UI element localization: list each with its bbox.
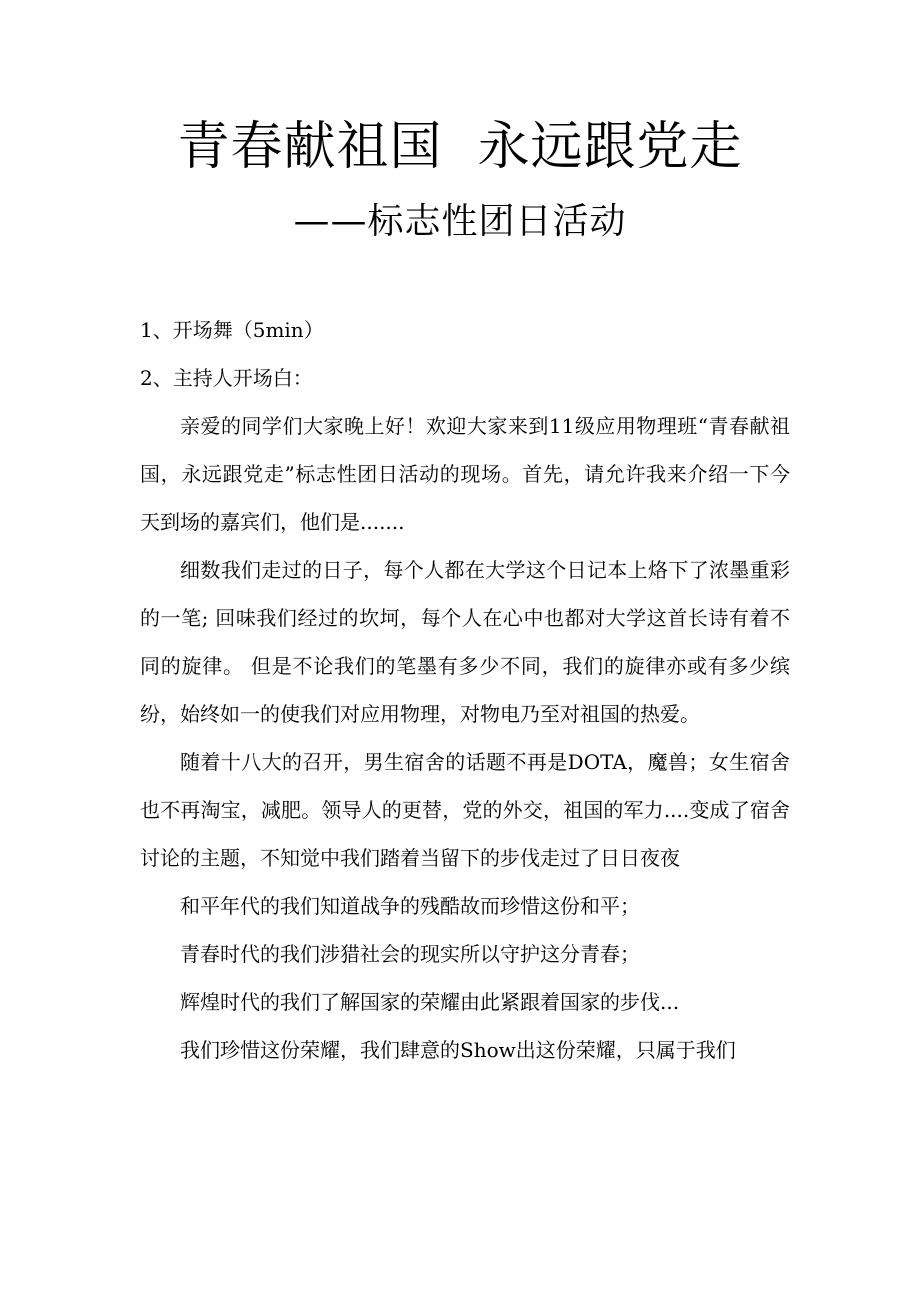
paragraph-peace: 和平年代的我们知道战争的残酷故而珍惜这份和平； [180, 894, 640, 918]
paragraph-congress: 随着十八大的召开，男生宿舍的话题不再是DOTA，魔兽；女生宿舍也不再淘宝，减肥。领导人的更替，党的外交，祖国的军力....变成了宿舍讨论的主题，不知觉中我们踏着当留下的步伐走过了日日夜夜 [140, 750, 790, 870]
paragraph-youth: 青春时代的我们涉猎社会的现实所以守护这分青春； [180, 942, 640, 966]
paragraph-welcome: 亲爱的同学们大家晚上好！欢迎大家来到11级应用物理班“青春献祖国，永远跟党走”标志性团日活动的现场。首先，请允许我来介绍一下今天到场的嘉宾们，他们是....... [140, 414, 790, 534]
document-subtitle: ——标志性团日活动 [293, 201, 627, 242]
paragraph-show: 我们珍惜这份荣耀，我们肆意的Show出这份荣耀，只属于我们 [180, 1038, 736, 1062]
list-item-host-opening: 2、主持人开场白： [140, 366, 313, 390]
document-title: 青春献祖国 永远跟党走 [177, 117, 743, 177]
document-body [140, 306, 790, 1074]
paragraph-glory: 辉煌时代的我们了解国家的荣耀由此紧跟着国家的步伐... [180, 990, 680, 1014]
list-item-opening-dance: 1、开场舞（5min） [140, 318, 324, 342]
paragraph-memories: 细数我们走过的日子，每个人都在大学这个日记本上烙下了浓墨重彩的一笔; 回味我们经过的坎坷，每个人在心中也都对大学这首长诗有着不同的旋律。 但是不论我们的笔墨有多少不同，我们的旋律亦或有多少缤纷，始终如一的使我们对应用物理，对物电乃至对祖国的热爱。 [140, 558, 790, 726]
